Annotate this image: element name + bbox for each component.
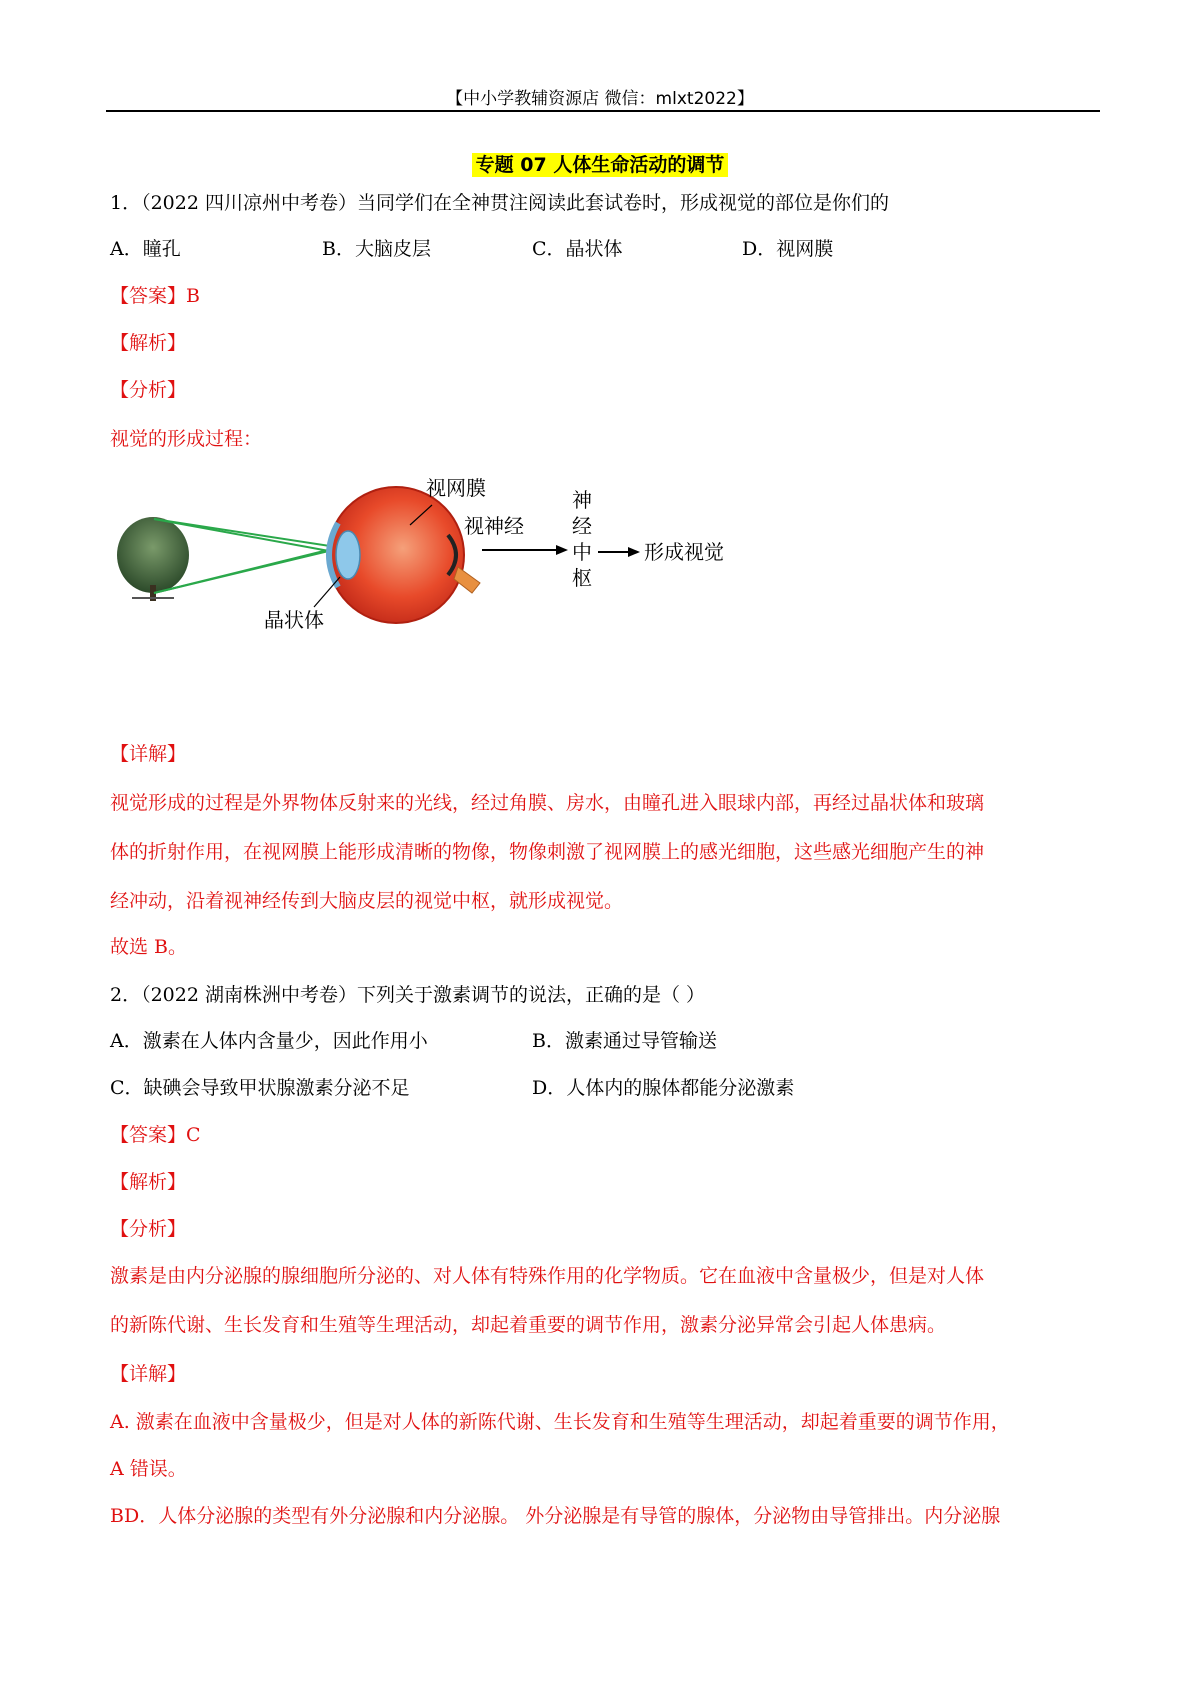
q1-option-d: D．视网膜 [742,238,834,260]
answer-tag: 【答案】 [110,285,187,307]
q1-fenxi-tag: 【分析】 [110,379,187,401]
label-center-2: 经 [572,514,592,538]
q2-detail-line-1: A. 激素在血液中含量极少，但是对人体的新陈代谢、生长发育和生殖等生理活动，却起着重要的调节作用， [110,1411,1010,1433]
q1-xiangjie-tag: 【详解】 [110,743,187,765]
q1-option-a: A．瞳孔 [110,238,181,260]
q2-answer [110,1123,201,1147]
label-center-3: 中 [572,540,592,564]
q2-jiexi-tag: 【解析】 [110,1171,187,1193]
label-center-4: 枢 [572,566,592,590]
page-title [0,150,1200,177]
vision-diagram [108,475,828,670]
eyeball-icon [328,487,480,623]
title-text: 专题 07 人体生命活动的调节 [472,153,729,177]
answer-value: B [186,285,200,307]
q1-detail-line-2: 体的折射作用，在视网膜上能形成清晰的物像，物像刺激了视网膜上的感光细胞，这些感光细胞产生的神 [110,841,985,863]
tree-icon [117,517,189,601]
q2-fenxi-tag: 【分析】 [110,1218,187,1240]
arrow-head-1 [556,545,568,555]
q1-detail-line-3: 经冲动，沿着视神经传到大脑皮层的视觉中枢，就形成视觉。 [110,890,624,912]
q1-detail-line-1: 视觉形成的过程是外界物体反射来的光线，经过角膜、房水，由瞳孔进入眼球内部，再经过晶状体和玻璃 [110,792,985,814]
q1-conclusion: 故选 B。 [110,936,188,958]
q2-xiangjie-tag: 【详解】 [110,1363,187,1385]
arrow-head-2 [628,547,640,557]
label-retina: 视网膜 [426,476,486,500]
q1-option-b: B．大脑皮层 [322,238,431,260]
answer-value: C [186,1124,201,1146]
answer-tag: 【答案】 [110,1124,187,1146]
q2-option-b: B．激素通过导管输送 [532,1030,717,1052]
label-optic-nerve: 视神经 [464,514,524,538]
label-center-1: 神 [572,488,592,512]
lens-pointer [314,577,340,607]
q2-option-c: C．缺碘会导致甲状腺激素分泌不足 [110,1077,410,1099]
q1-option-c: C．晶状体 [532,238,623,260]
q1-fenxi-text: 视觉的形成过程： [110,428,263,450]
q2-option-d: D．人体内的腺体都能分泌激素 [532,1077,795,1099]
q1-stem: 1．（2022 四川凉州中考卷）当同学们在全神贯注阅读此套试卷时，形成视觉的部位是你们的 [110,192,889,214]
q1-answer [110,284,200,308]
q1-jiexi-tag: 【解析】 [110,332,187,354]
header-divider [106,110,1100,112]
page-header: 【中小学教辅资源店 微信：mlxt2022】 [446,89,754,109]
label-result: 形成视觉 [644,540,724,564]
q2-stem: 2．（2022 湖南株洲中考卷）下列关于激素调节的说法，正确的是（ ） [110,984,706,1006]
q2-detail-line-2: A 错误。 [110,1458,187,1480]
q2-option-a: A．激素在人体内含量少，因此作用小 [110,1030,428,1052]
q2-detail-line-3: BD．人体分泌腺的类型有外分泌腺和内分泌腺。 外分泌腺是有导管的腺体，分泌物由导管排出。内分泌腺 [110,1505,1001,1527]
label-lens: 晶状体 [264,608,324,632]
q2-fenxi-line-1: 激素是由内分泌腺的腺细胞所分泌的、对人体有特殊作用的化学物质。它在血液中含量极少，但是对人体 [110,1265,985,1287]
q2-fenxi-line-2: 的新陈代谢、生长发育和生殖等生理活动，却起着重要的调节作用，激素分泌异常会引起人体患病。 [110,1314,947,1336]
